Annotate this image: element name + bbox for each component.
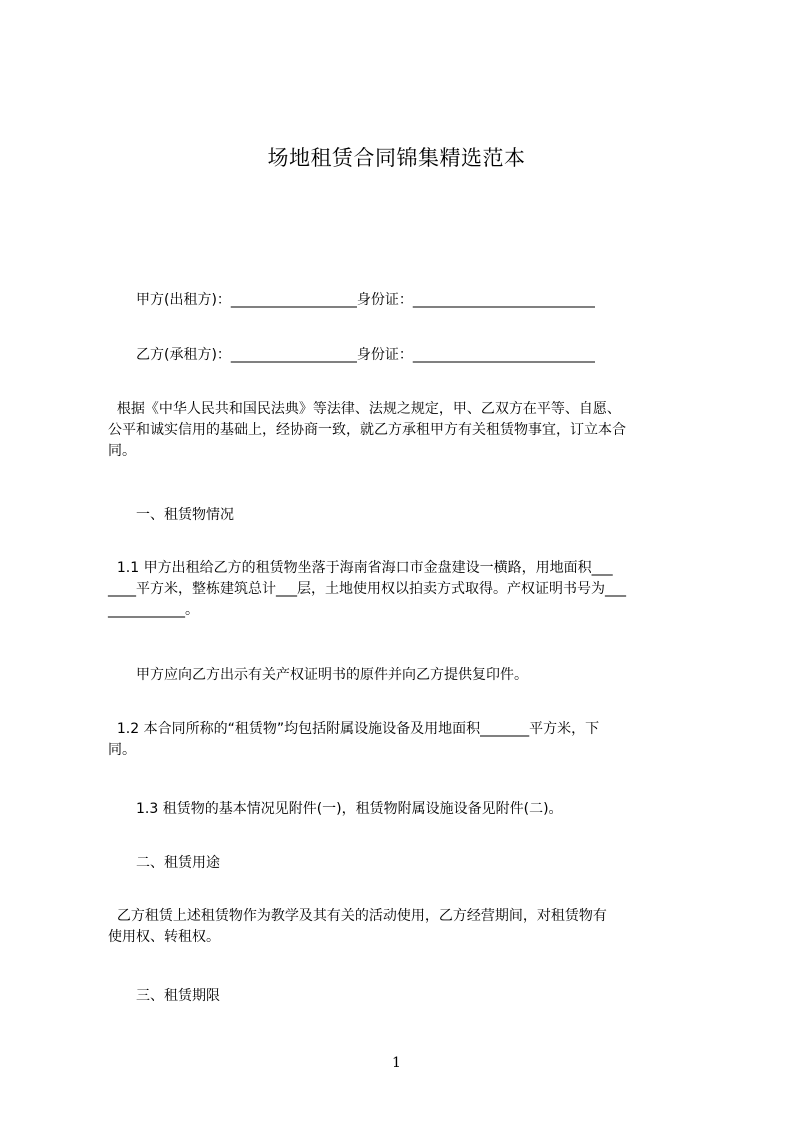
clause-line: 同。	[108, 742, 136, 758]
intro-line: 公平和诚实信用的基础上，经协商一致，就乙方承租甲方有关租赁物事宜，订立本合	[108, 422, 626, 438]
intro-paragraph	[108, 399, 706, 462]
clause-line: ___________。	[108, 602, 199, 618]
section-3-heading: 三、租赁期限	[136, 988, 220, 1004]
party-b-line: 乙方(承租方)：__________________身份证：__________________________	[136, 347, 595, 363]
clause-line: 1.1 甲方出租给乙方的租赁物坐落于海南省海口市金盘建设一横路，用地面积___	[108, 560, 613, 576]
section-2-line: 使用权、转租权。	[108, 929, 220, 945]
section-1-heading: 一、租赁物情况	[136, 507, 234, 523]
clause-line: ____平方米，整栋建筑总计___层，土地使用权以拍卖方式取得。产权证明书号为___	[108, 581, 626, 597]
clause-1-1	[108, 558, 706, 621]
intro-line: 同。	[108, 443, 136, 459]
section-2-text	[108, 906, 706, 948]
section-2-heading: 二、租赁用途	[136, 855, 220, 871]
party-a-line: 甲方(出租方)：__________________身份证：__________________________	[136, 292, 595, 308]
intro-line: 根据《中华人民共和国民法典》等法律、法规之规定，甲、乙双方在平等、自愿、	[108, 401, 621, 417]
clause-1-3: 1.3 租赁物的基本情况见附件(一)，租赁物附属设施设备见附件(二)。	[136, 801, 563, 817]
page-number: 1	[392, 1055, 401, 1071]
clause-1-2	[108, 719, 706, 761]
clause-1-1-note: 甲方应向乙方出示有关产权证明书的原件并向乙方提供复印件。	[136, 667, 528, 683]
section-2-line: 乙方租赁上述租赁物作为教学及其有关的活动使用，乙方经营期间，对租赁物有	[108, 908, 607, 924]
document-title: 场地租赁合同锦集精选范本	[267, 146, 526, 170]
clause-line: 1.2 本合同所称的“租赁物”均包括附属设施设备及用地面积_______平方米，下	[108, 721, 600, 737]
